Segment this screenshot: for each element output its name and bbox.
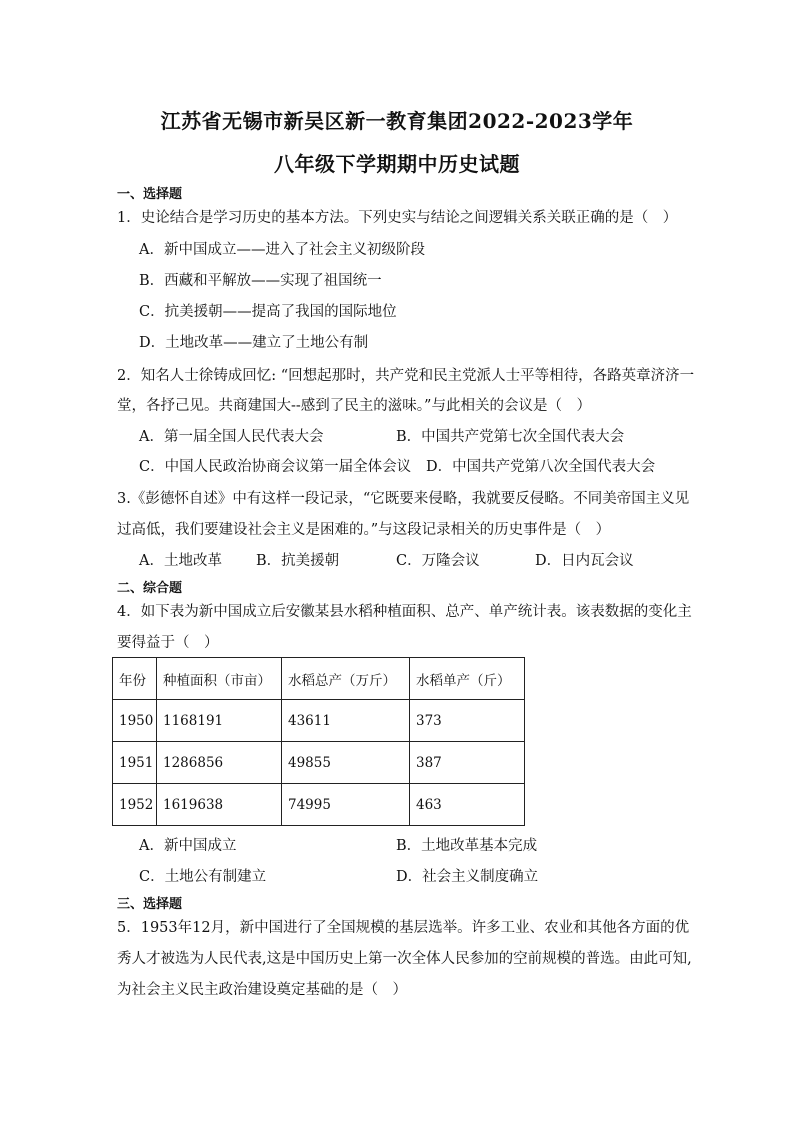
table-header-cell: 水稻总产（万斤） [282,658,410,700]
table-cell: 74995 [282,784,410,826]
question-stem: 秀人才被选为人民代表,这是中国历史上第一次全体人民参加的空前规模的普选。由此可知, [117,951,692,967]
question-option: D．中国共产党第八次全国代表大会 [426,459,656,475]
table-cell: 1286856 [157,742,282,784]
question-option: D．社会主义制度确立 [396,869,539,885]
question-stem: 4．如下表为新中国成立后安徽某县水稻种植面积、总产、单产统计表。该表数据的变化主 [117,604,692,620]
table-header-row [113,658,525,700]
table-cell: 387 [410,742,525,784]
table-cell: 1951 [113,742,157,784]
question-option: B．土地改革基本完成 [396,838,538,854]
question-stem: 过高低，我们要建设社会主义是困难的。”与这段记录相关的历史事件是（ ） [117,522,611,538]
question-stem: 为社会主义民主政治建设奠定基础的是（ ） [117,982,407,998]
exam-title-line2: 八年级下学期期中历史试题 [274,152,520,176]
table-cell: 1952 [113,784,157,826]
section-heading: 三、选择题 [117,897,183,912]
section-heading: 二、综合题 [117,581,183,596]
question-option: C．抗美援朝——提高了我国的国际地位 [139,304,397,320]
question-stem: 1．史论结合是学习历史的基本方法。下列史实与结论之间逻辑关系关联正确的是（ ） [117,210,678,226]
question-stem: 3.《彭德怀自述》中有这样一段记录，“它既要来侵略，我就要反侵略。不同美帝国主义见 [117,491,690,507]
table-cell: 373 [410,700,525,742]
question-stem: 5．1953年12月，新中国进行了全国规模的基层选举。许多工业、农业和其他各方面的优 [117,920,690,936]
table-header-cell: 种植面积（市亩） [157,658,282,700]
table-cell: 463 [410,784,525,826]
question-option: A．土地改革 [139,553,222,569]
section-heading: 一、选择题 [117,187,183,202]
question-option: D．土地改革——建立了土地公有制 [139,335,369,351]
question-option: B．抗美援朝 [256,553,340,569]
table-row [113,700,525,742]
question-option: B．西藏和平解放——实现了祖国统一 [139,273,382,289]
question-option: A．第一届全国人民代表大会 [139,429,324,445]
exam-title-line1: 江苏省无锡市新吴区新一教育集团2022-2023学年 [160,109,634,133]
table-header-cell: 水稻单产（斤） [410,658,525,700]
question-option: C．中国人民政治协商会议第一届全体会议 [139,459,412,475]
question-option: C．万隆会议 [396,553,480,569]
rice-statistics-table [112,657,525,826]
table-header-cell: 年份 [113,658,157,700]
question-option: A．新中国成立——进入了社会主义初级阶段 [139,242,425,258]
table-row [113,784,525,826]
question-stem: 堂，各抒己见。共商建国大--感到了民主的滋味。”与此相关的会议是（ ） [117,398,591,414]
question-stem: 2．知名人士徐铸成回忆: “回想起那时，共产党和民主党派人士平等相待，各路英章济济一 [117,368,695,384]
table-row [113,742,525,784]
table-cell: 43611 [282,700,410,742]
table-cell: 1168191 [157,700,282,742]
question-option: A．新中国成立 [139,838,237,854]
question-option: D．日内瓦会议 [535,553,634,569]
table-cell: 49855 [282,742,410,784]
question-stem: 要得益于（ ） [117,635,219,651]
table-cell: 1950 [113,700,157,742]
question-option: B．中国共产党第七次全国代表大会 [396,429,625,445]
question-option: C．土地公有制建立 [139,869,267,885]
table-cell: 1619638 [157,784,282,826]
